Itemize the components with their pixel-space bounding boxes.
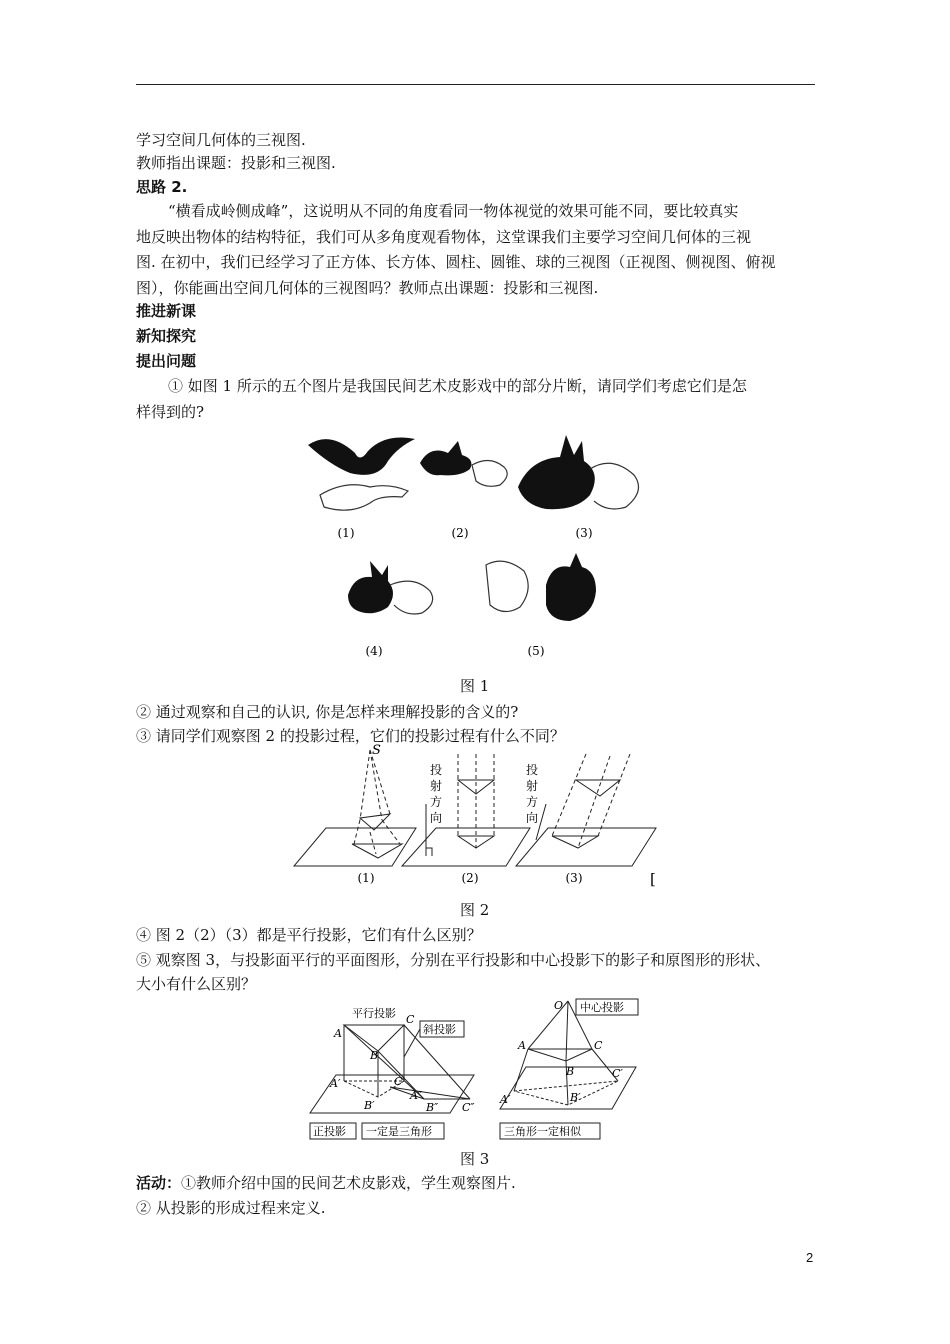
text-line: “横看成岭侧成峰”，这说明从不同的角度看同一物体视觉的效果可能不同，要比较真实 (168, 202, 739, 220)
point-label: C (594, 1039, 603, 1052)
projection-plane-2 (402, 828, 530, 866)
direction-char: 投 (526, 763, 539, 777)
shadow-small-rabbit (348, 561, 433, 614)
point-label: B (370, 1049, 379, 1062)
text-line: ③ 请同学们观察图 2 的投影过程，它们的投影过程有什么不同？ (136, 727, 565, 745)
figure-3-caption: 图 3 (460, 1150, 490, 1168)
point-label: A (518, 1039, 526, 1052)
right-title: 中心投影 (580, 1001, 624, 1014)
shadow-dog (420, 441, 507, 486)
fig1-caption-4: (4) (365, 644, 383, 658)
left-original-triangle (344, 1025, 404, 1051)
point-s-label: S (372, 744, 381, 758)
figure-1-caption: 图 1 (460, 677, 490, 695)
header-rule (136, 84, 815, 85)
activity-label: 活动： (136, 1174, 182, 1192)
point-label: A′ (500, 1093, 511, 1106)
figure-2-caption: 图 2 (460, 901, 490, 919)
point-label: C″ (462, 1101, 475, 1114)
point-label: B′ (570, 1091, 581, 1104)
point-label: C (406, 1013, 415, 1026)
fig2-caption-1: (1) (357, 871, 375, 885)
direction-char: 射 (430, 779, 443, 793)
text-line: 样得到的? (136, 403, 205, 421)
fig2-caption-2: (2) (461, 871, 479, 885)
section-heading: 思路 2. (136, 178, 188, 196)
similar-label: 三角形一定相似 (504, 1125, 581, 1138)
text-line: 图. 在初中，我们已经学习了正方体、长方体、圆柱、圆锥、球的三视图（正视图、侧视图、俯视 (136, 253, 776, 271)
direction-char: 向 (430, 811, 443, 825)
fig1-caption-5: (5) (527, 644, 545, 658)
shadow-bird (308, 438, 415, 511)
fig1-caption-3: (3) (575, 526, 593, 540)
text-line: 图），你能画出空间几何体的三视图吗？教师点出课题：投影和三视图. (136, 279, 599, 297)
section-heading: 提出问题 (136, 352, 197, 370)
shadow-rabbit (518, 435, 639, 509)
point-label: O (554, 999, 564, 1012)
bracket-mark: [ (650, 870, 656, 888)
text-line: ② 通过观察和自己的认识, 你是怎样来理解投影的含义的? (136, 703, 519, 721)
direction-char: 方 (526, 795, 539, 809)
activity-line (136, 1174, 516, 1192)
text-line: 地反映出物体的结构特征，我们可从多角度观看物体，这堂课我们主要学习空间几何体的三视 (136, 228, 752, 246)
text-line: 大小有什么区别？ (136, 975, 257, 993)
point-label: A′ (330, 1077, 341, 1090)
figure-3-parallel-central (300, 995, 650, 1147)
fig1-caption-2: (2) (451, 526, 469, 540)
text-line: ④ 图 2（2）（3）都是平行投影，它们有什么区别？ (136, 926, 482, 944)
shadow-goat (486, 553, 596, 621)
fig1-caption-1: (1) (337, 526, 355, 540)
direction-char: 投 (430, 763, 443, 777)
figure-1-shadow-puppets (290, 425, 670, 675)
text-line: ⑤ 观察图 3，与投影面平行的平面图形，分别在平行投影和中心投影下的影子和原图形的形状、 (136, 951, 771, 969)
point-label: B′ (364, 1099, 375, 1112)
section-heading: 推进新课 (136, 302, 197, 320)
point-label: C′ (612, 1067, 623, 1080)
text-line: ① 如图 1 所示的五个图片是我国民间艺术皮影戏中的部分片断，请同学们考虑它们是怎 (168, 377, 747, 395)
point-label: B (566, 1065, 575, 1078)
ortho-label: 正投影 (313, 1125, 346, 1138)
fig2-caption-3: (3) (565, 871, 583, 885)
figure-2-projection (290, 744, 670, 889)
text-line: 学习空间几何体的三视图. (136, 131, 306, 149)
activity-text: ①教师介绍中国的民间艺术皮影戏，学生观察图片. (181, 1174, 516, 1192)
oblique-label: 斜投影 (423, 1023, 456, 1036)
left-title: 平行投影 (352, 1007, 396, 1020)
page-number: 2 (806, 1250, 814, 1265)
triangle-label: 一定是三角形 (366, 1125, 432, 1138)
right-original-triangle (528, 1049, 592, 1061)
section-heading: 新知探究 (136, 327, 197, 345)
point-label: A″ (410, 1089, 423, 1102)
point-label: B″ (426, 1101, 439, 1114)
text-line: ② 从投影的形成过程来定义. (136, 1199, 326, 1217)
direction-char: 方 (430, 795, 443, 809)
direction-char: 射 (526, 779, 539, 793)
projection-plane-3 (516, 828, 656, 866)
text-line: 教师指出课题：投影和三视图. (136, 154, 336, 172)
point-label: A (334, 1027, 342, 1040)
direction-char: 向 (526, 811, 539, 825)
point-label: C′ (394, 1075, 405, 1088)
